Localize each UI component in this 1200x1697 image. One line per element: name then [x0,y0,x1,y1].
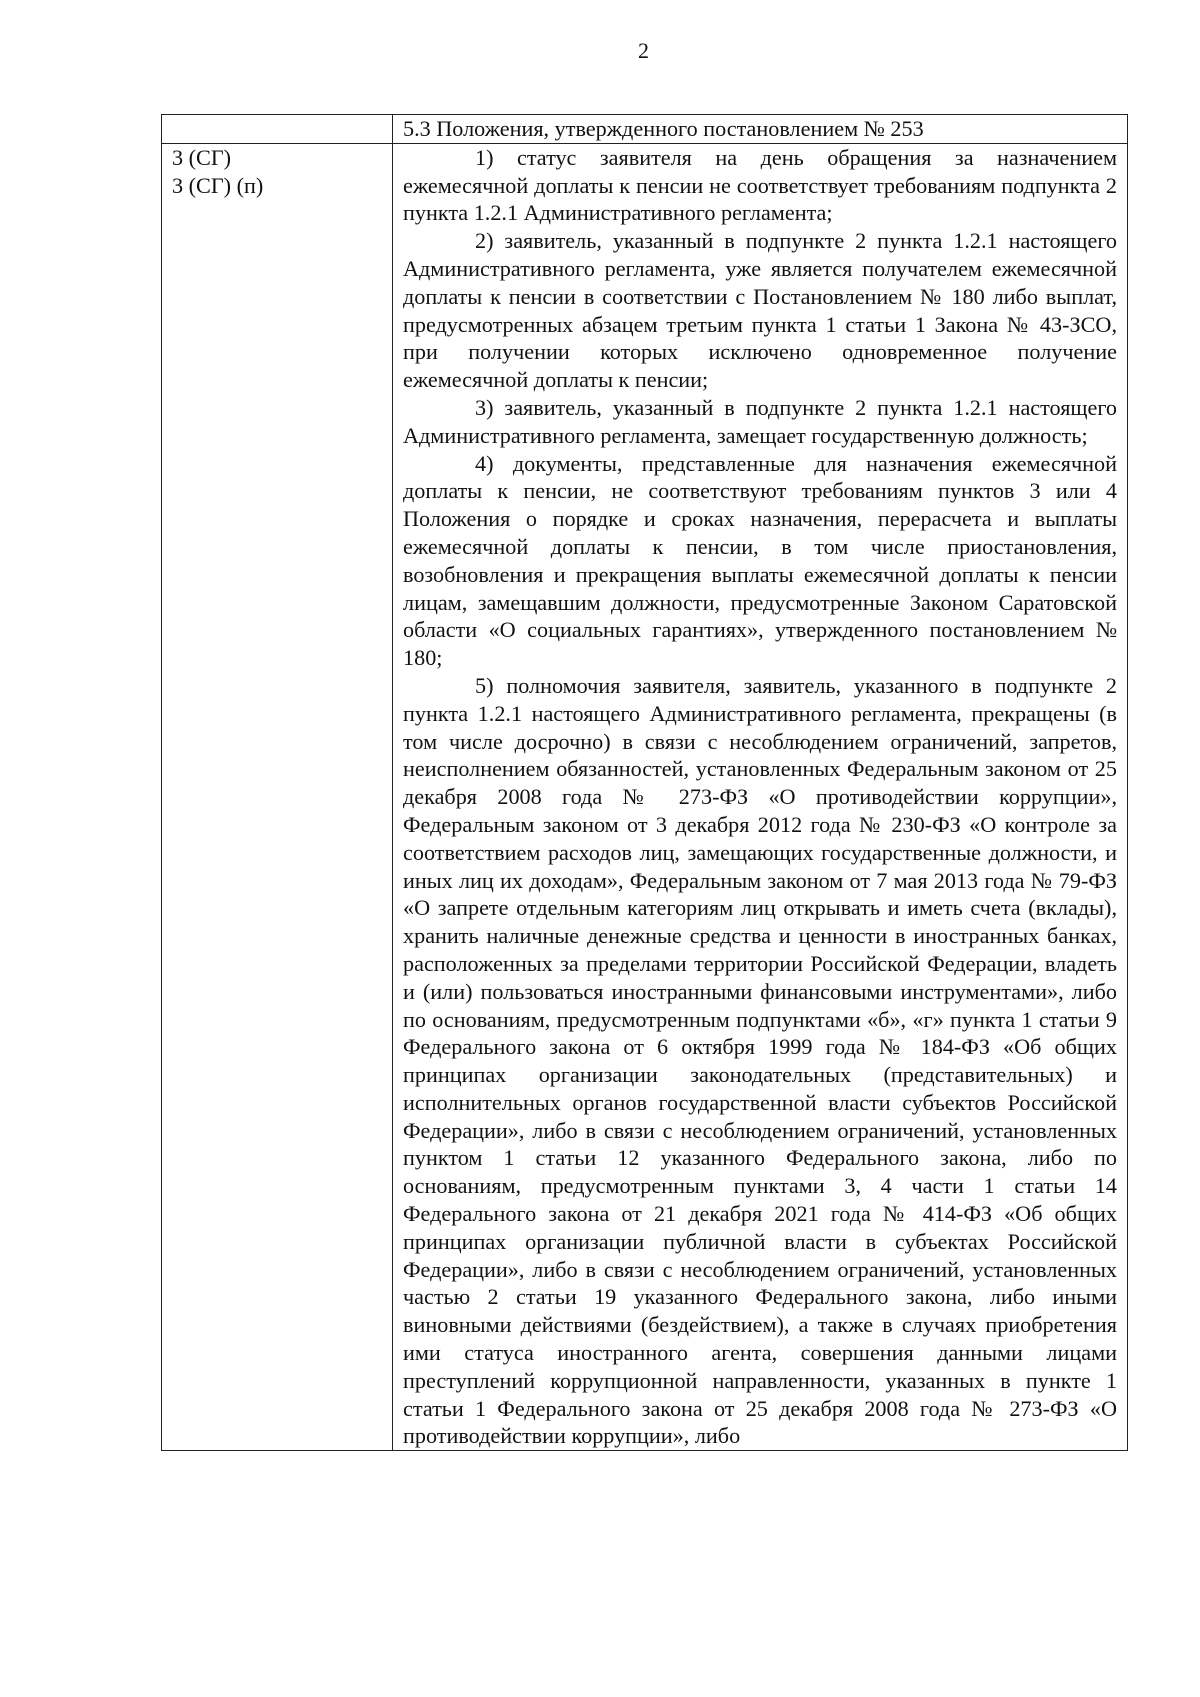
paragraph-item-5: 5) полномочия заявителя, заявитель, указанного в подпункте 2 пункта 1.2.1 настоящего Административного регламента, прекращены (в том числе досрочно) в связи с несоблюдением ограничений, запретов, неисполнением обязанностей, установленных Федеральным законом от 25 декабря 2008 года № 273-ФЗ «О противодействии коррупции», Федеральным законом от 3 декабря 2012 года № 230-ФЗ «О контроле за соответствием расходов лиц, замещающих государственные должности, и иных лиц их доходам», Федеральным законом от 7 мая 2013 года № 79-ФЗ «О запрете отдельным категориям лиц открывать и иметь счета (вклады), хранить наличные денежные средства и ценности в иностранных банках, расположенных за пределами территории Российской Федерации, владеть и (или) пользоваться иностранными финансовыми инструментами», либо по основаниям, предусмотренным подпунктами «б», «г» пункта 1 статьи 9 Федерального закона от 6 октября 1999 года № 184-ФЗ «Об общих принципах организации законодательных (представительных) и исполнительных органов государственной власти субъектов Российской Федерации», либо в связи с несоблюдением ограничений, установленных пунктом 1 статьи 12 указанного Федерального закона, либо по основаниям, предусмотренным пунктами 3, 4 части 1 статьи 14 Федерального закона от 21 декабря 2021 года № 414-ФЗ «Об общих принципах организации публичной власти в субъектах Российской Федерации», либо в связи с несоблюдением ограничений, установленных частью 2 статьи 19 указанного Федерального закона, либо иными виновными действиями (бездействием), а также в случаях приобретения ими статуса иностранного агента, совершения данными лицами преступлений коррупционной направленности, указанных в пункте 1 статьи 1 Федерального закона от 25 декабря 2008 года № 273-ФЗ «О противодействии коррупции», либо [403,672,1117,1449]
cell-reference-text: 5.3 Положения, утвержденного постановлением № 253 [393,115,1128,144]
table-row-main [162,143,1128,1450]
cell-paragraphs [393,143,1128,1450]
paragraph-item-2: 2) заявитель, указанный в подпункте 2 пункта 1.2.1 настоящего Административного регламента, уже является получателем ежемесячной доплаты к пенсии в соответствии с Постановлением № 180 либо выплат, предусмотренных абзацем третьим пункта 1 статьи 1 Закона № 43-ЗСО, при получении которых исключено одновременное получение ежемесячной доплаты к пенсии; [403,228,1117,393]
code-label: 3 (СГ) [172,144,232,170]
paragraph-item-4: 4) документы, представленные для назначения ежемесячной доплаты к пенсии, не соответствуют требованиям пунктов 3 или 4 Положения о порядке и сроках назначения, перерасчета и выплаты ежемесячной доплаты к пенсии, в том числе приостановления, возобновления и прекращения выплаты ежемесячной доплаты к пенсии лицам, замещавшим должности, предусмотренные Законом Саратовской области «О социальных гарантиях», утвержденного постановлением № 180; [403,450,1117,671]
document-table [161,114,1128,1451]
cell-codes [162,143,393,1450]
paragraph-item-1: 1) статус заявителя на день обращения за назначением ежемесячной доплаты к пенсии не соответствует требованиям подпункта 2 пункта 1.2.1 Административного регламента; [403,144,1117,226]
page-number: 2 [638,38,649,63]
code-label: 3 (СГ) (п) [172,172,264,198]
cell-left-empty [162,115,393,144]
paragraph-item-3: 3) заявитель, указанный в подпункте 2 пункта 1.2.1 настоящего Административного регламента, замещает государственную должность; [403,394,1117,448]
table-row-header [162,115,1128,144]
